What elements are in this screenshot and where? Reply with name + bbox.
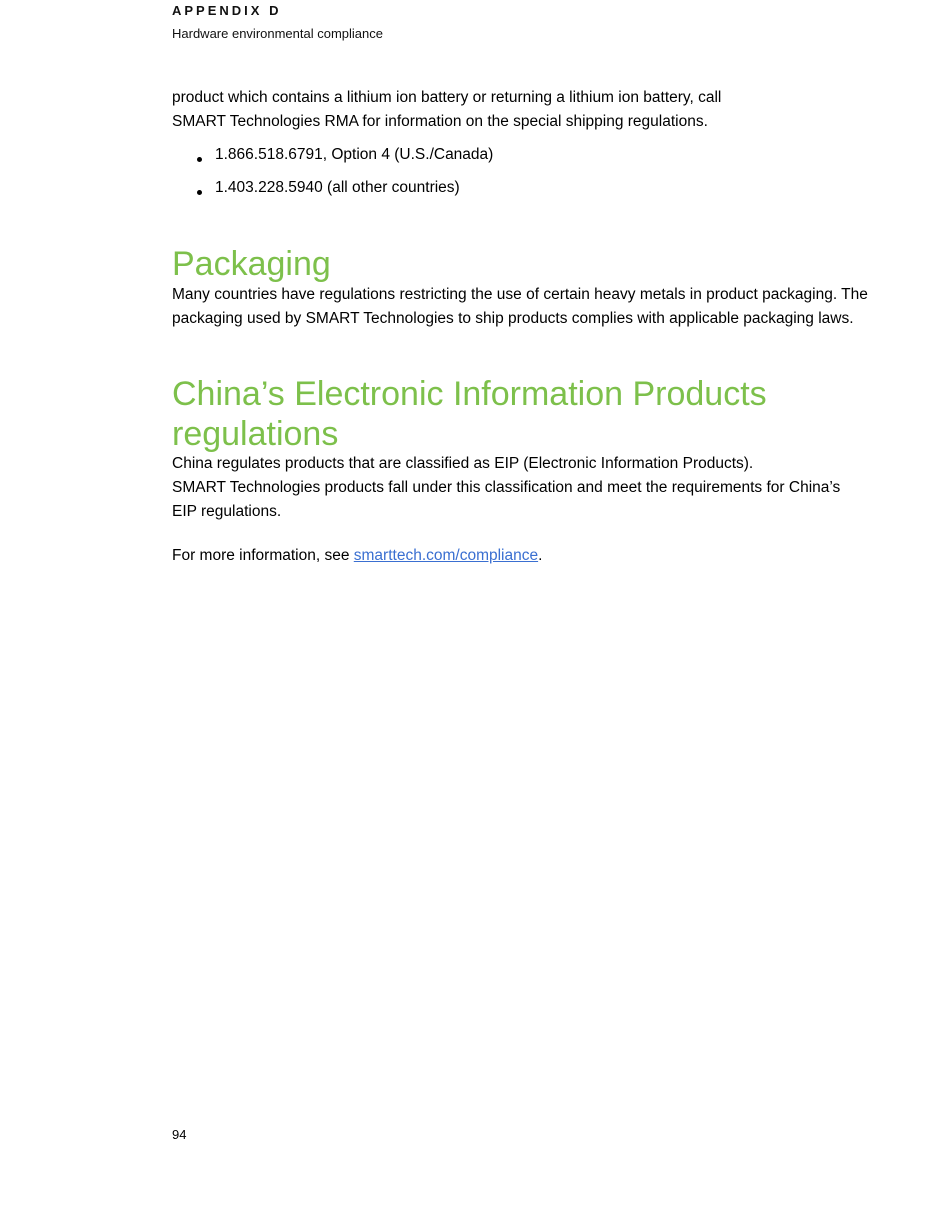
- packaging-paragraph: Many countries have regulations restricting the use of certain heavy metals in product packaging. The packaging used by SMART Technologies to ship products complies with applicable packaging laws.: [172, 286, 868, 327]
- compliance-link[interactable]: smarttech.com/compliance: [353, 547, 539, 564]
- more-info-suffix: .: [538, 547, 543, 564]
- list-item: [172, 176, 493, 209]
- packaging-heading: Packaging: [172, 245, 331, 283]
- list-item: [172, 143, 493, 176]
- phone-list: [172, 143, 493, 209]
- appendix-label: APPENDIX D: [172, 3, 282, 18]
- battery-line-2: SMART Technologies RMA for information on the special shipping regulations.: [172, 113, 708, 130]
- phone-other-countries: 1.403.228.5940 (all other countries): [215, 179, 460, 196]
- bullet-icon: [197, 157, 202, 162]
- page-number: 94: [172, 1127, 187, 1142]
- phone-us-canada: 1.866.518.6791, Option 4 (U.S./Canada): [215, 146, 494, 163]
- running-header: Hardware environmental compliance: [172, 26, 383, 41]
- china-line-1: China regulates products that are classified as EIP (Electronic Information Products).: [172, 455, 754, 472]
- battery-line-1: product which contains a lithium ion battery or returning a lithium ion battery, call: [172, 89, 722, 106]
- china-line-2: SMART Technologies products fall under this classification and meet the requirements for China’s EIP regulations.: [172, 479, 841, 520]
- china-heading: China’s Electronic Information Products regulations: [172, 375, 767, 453]
- bullet-icon: [197, 190, 202, 195]
- china-paragraph: [172, 452, 862, 524]
- battery-paragraph: [172, 86, 721, 134]
- more-info-paragraph: [172, 544, 542, 568]
- more-info-prefix: For more information, see: [172, 547, 354, 564]
